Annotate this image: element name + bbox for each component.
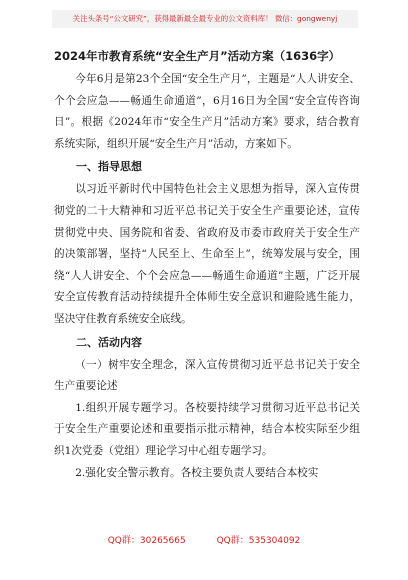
section-heading-guiding-ideology: 一、指导思想 — [76, 160, 142, 174]
section-heading-activities: 二、活动内容 — [76, 335, 142, 349]
footer-contacts — [0, 533, 408, 546]
guiding-ideology-paragraph: 以习近平新时代中国特色社会主义思想为指导，深入宣传贯彻党的二十大精神和习近平总书记关于安全生产重要论述，宣传贯彻党中央、国务院和省委、省政府及市委市政府关于安全生产的决策部署，坚持“人民至上、生命至上”，统筹发展与安全，围绕“人人讲安全、个个会应急——畅通生命通道”主题，广泛开展安全宣传教育活动持续提升全体师生安全意识和避险逃生能力，坚决守住教育系统安全底线。 — [54, 183, 360, 325]
footer-qq-group-1: QQ群：30265665 — [107, 536, 186, 546]
subsection-1-paragraph: （一）树牢安全理念，深入宣传贯彻习近平总书记关于安全生产重要论述 — [54, 358, 360, 393]
document-title: 2024年市教育系统“安全生产月”活动方案（1636字） — [54, 49, 341, 63]
document-page — [54, 48, 360, 484]
footer-qq-group-2: QQ群：535304092 — [216, 536, 301, 546]
item-1-paragraph: 1.组织开展专题学习。各校要持续学习贯彻习近平总书记关于安全生产重要论述和重要指示批示精神，结合本校实际至少组织1次党委（党组）理论学习中心组专题学习。 — [54, 401, 360, 457]
intro-paragraph: 今年6月是第23个全国“安全生产月”，主题是“人人讲安全、个个会应急——畅通生命通道”，6月16日为全国“安全宣传咨询日”。根据《2024年市“安全生产月”活动方案》要求，结合教育系统实际，组织开展“安全生产月”活动，方案如下。 — [54, 73, 360, 150]
item-2-paragraph: 2.强化安全警示教育。各校主要负责人要结合本校实 — [75, 466, 319, 479]
promo-banner: 关注头条号“公文研究”，获得最新最全最专业的公文资料库！ 微信：gongwenyj — [52, 10, 358, 28]
